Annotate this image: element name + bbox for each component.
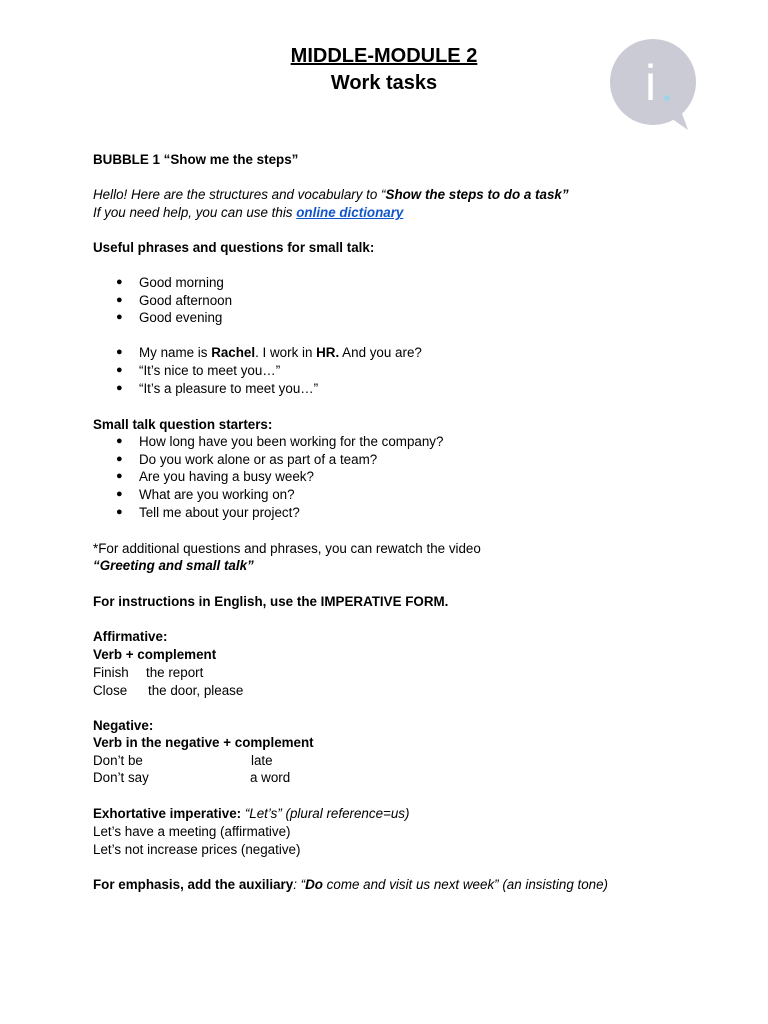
exhortative-line: [93, 807, 409, 820]
exhortative-example: Let’s not increase prices (negative): [93, 842, 301, 857]
imperative-heading: For instructions in English, use the IMPERATIVE FORM.: [93, 594, 449, 609]
example-complement: late: [251, 753, 273, 768]
bullet-icon: ●: [116, 435, 123, 447]
intro-bold: Show the steps to do a task”: [385, 187, 569, 202]
list-item: “It’s nice to meet you…”: [139, 363, 281, 378]
bullet-icon: ●: [116, 506, 123, 518]
affirmative-structure: Verb + complement: [93, 647, 217, 662]
phrase-part: . I work in: [255, 345, 317, 360]
negative-structure: Verb in the negative + complement: [93, 735, 314, 750]
bubble-heading: BUBBLE 1 “Show me the steps”: [93, 152, 299, 167]
bullet-icon: ●: [116, 453, 123, 465]
intro-text: Hello! Here are the structures and vocabulary to “: [93, 187, 386, 202]
list-item: “It’s a pleasure to meet you…”: [139, 381, 319, 396]
affirmative-label: Affirmative:: [93, 629, 168, 644]
intro-help-text: If you need help, you can use this: [93, 205, 297, 220]
list-item: Good evening: [139, 310, 223, 325]
example-verb: Close: [93, 683, 128, 698]
list-item: Good morning: [139, 275, 224, 290]
logo-letter: i: [645, 55, 657, 111]
phrase-part: And you are?: [339, 345, 422, 360]
bullet-icon: ●: [116, 364, 123, 376]
exhortative-note: “Let’s” (plural reference=us): [241, 806, 410, 821]
example-verb: Finish: [93, 665, 129, 680]
list-item: How long have you been working for the company?: [139, 434, 444, 449]
starters-heading: Small talk question starters:: [93, 417, 273, 432]
online-dictionary-link[interactable]: online dictionary: [296, 205, 404, 220]
list-item: Good afternoon: [139, 293, 233, 308]
example-complement: the door, please: [148, 683, 244, 698]
emphasis-colon: : “: [293, 877, 306, 892]
bullet-icon: ●: [116, 488, 123, 500]
intro-line-2: [93, 206, 403, 219]
video-note: *For additional questions and phrases, you can rewatch the video: [93, 541, 481, 556]
useful-phrases-heading: Useful phrases and questions for small talk:: [93, 240, 375, 255]
bullet-icon: ●: [116, 382, 123, 394]
example-verb: Don’t say: [93, 770, 149, 785]
bullet-icon: ●: [116, 311, 123, 323]
video-title: “Greeting and small talk”: [93, 558, 254, 573]
emphasis-rest: come and visit us next week” (an insisting tone): [322, 877, 609, 892]
example-complement: the report: [146, 665, 204, 680]
exhortative-example: Let’s have a meeting (affirmative): [93, 824, 291, 839]
logo-dot: [664, 95, 670, 101]
list-item: Do you work alone or as part of a team?: [139, 452, 378, 467]
page-subtitle: Work tasks: [330, 72, 438, 94]
info-bubble-logo: [608, 38, 700, 132]
list-item: Are you having a busy week?: [139, 469, 314, 484]
example-complement: a word: [250, 770, 291, 785]
list-item: What are you working on?: [139, 487, 295, 502]
bullet-icon: ●: [116, 346, 123, 358]
phrase-part: My name is: [139, 345, 212, 360]
exhortative-label: Exhortative imperative:: [93, 806, 242, 821]
page-title: MIDDLE-MODULE 2: [290, 45, 478, 67]
emphasis-line: [93, 878, 608, 891]
example-verb: Don’t be: [93, 753, 143, 768]
bullet-icon: ●: [116, 294, 123, 306]
list-item: [139, 346, 422, 359]
phrase-dept: HR.: [316, 345, 340, 360]
negative-label: Negative:: [93, 718, 154, 733]
bullet-icon: ●: [116, 470, 123, 482]
list-item: Tell me about your project?: [139, 505, 300, 520]
phrase-name: Rachel: [211, 345, 256, 360]
emphasis-label: For emphasis, add the auxiliary: [93, 877, 294, 892]
bullet-icon: ●: [116, 276, 123, 288]
emphasis-do: Do: [305, 877, 323, 892]
intro-line-1: [93, 188, 569, 201]
